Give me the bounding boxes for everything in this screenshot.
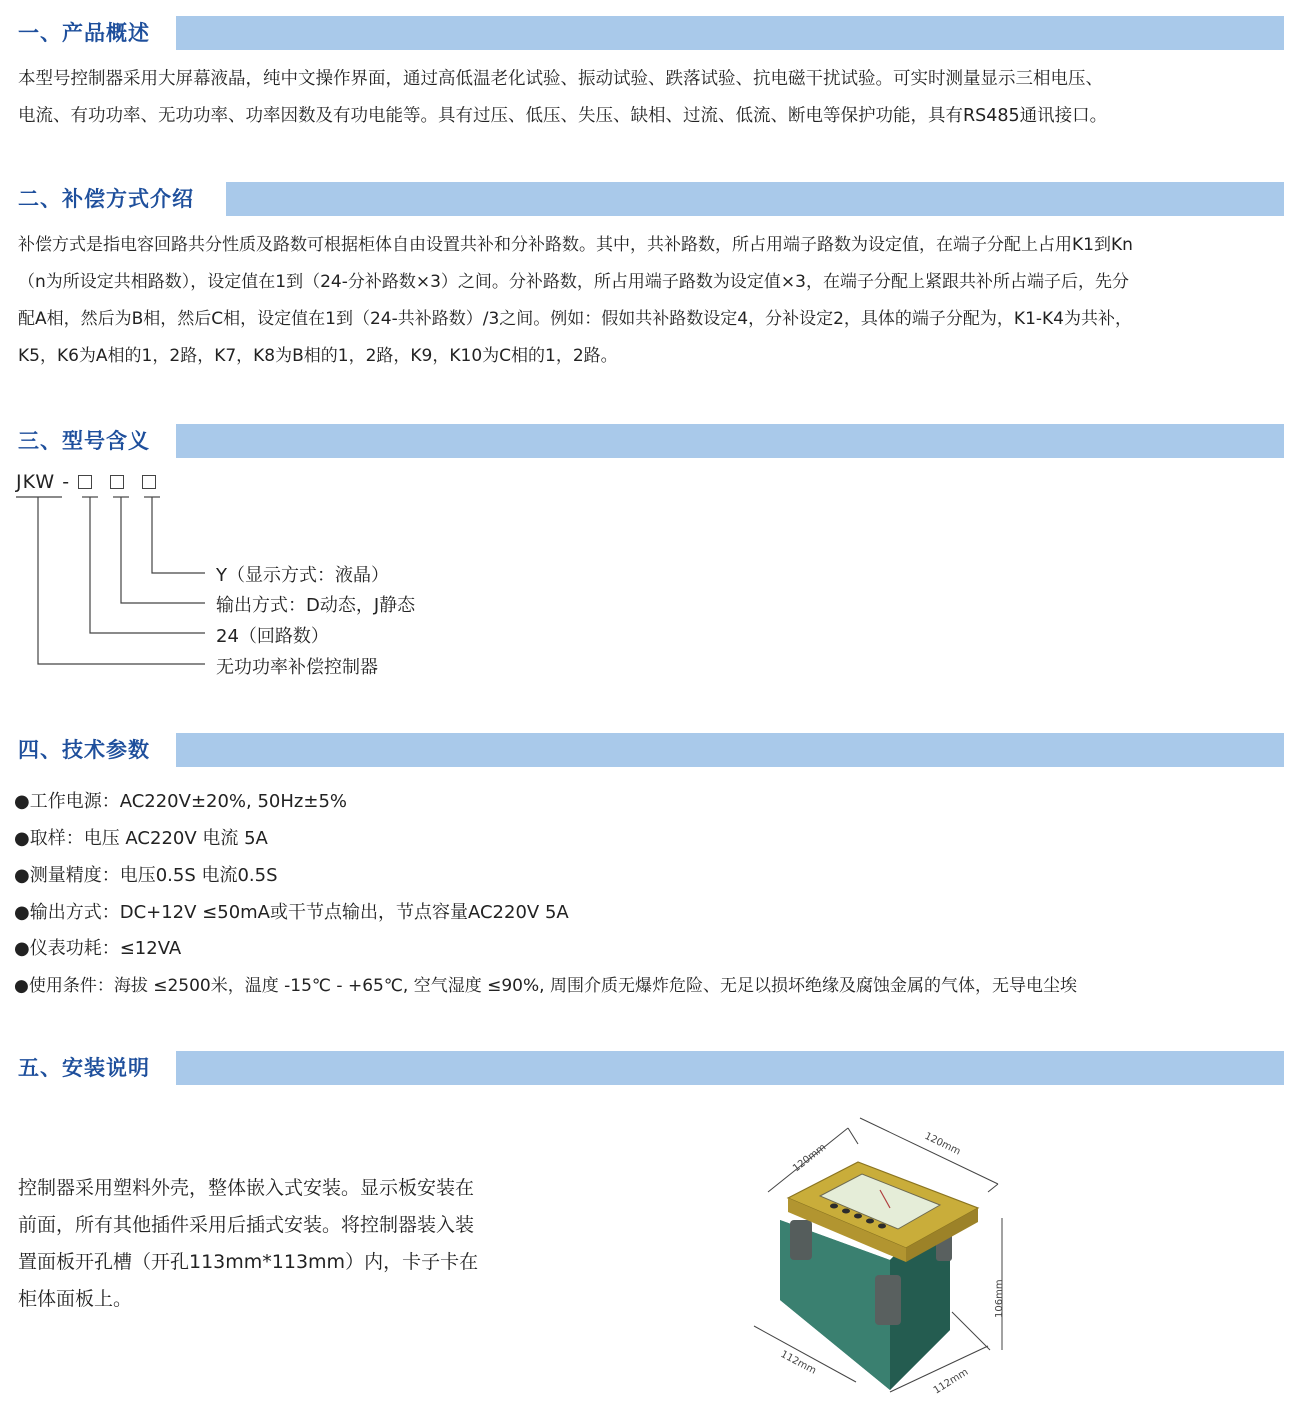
section-heading-model (0, 424, 1300, 458)
section-title: 一、产品概述 (18, 21, 150, 45)
section-title: 四、技术参数 (18, 738, 150, 762)
section-heading-compensation (0, 182, 1300, 216)
install-line: 前面，所有其他插件采用后插式安装。将控制器装入装 (18, 1214, 475, 1236)
clip-left (790, 1220, 812, 1260)
section-title: 二、补偿方式介绍 (18, 187, 194, 211)
section-bar (176, 424, 1284, 458)
compensation-paragraph (18, 227, 1133, 375)
install-line: 控制器采用塑料外壳，整体嵌入式安装。显示板安装在 (18, 1177, 475, 1199)
dim-bottom-right: 112mm (931, 1366, 971, 1397)
section-heading-overview (0, 16, 1300, 50)
install-line: 柜体面板上。 (18, 1288, 133, 1310)
section-heading-specs (0, 733, 1300, 767)
controller-illustration (740, 1100, 1040, 1420)
model-prefix: JKW - (16, 471, 71, 493)
bracket-line-circuits (90, 497, 205, 633)
overview-paragraph (18, 61, 1107, 135)
compensation-line: 补偿方式是指电容回路共分性质及路数可根据柜体自由设置共补和分补路数。其中，共补路数，所占用端子路数为设定值，在端子分配上占用K1到Kn (18, 235, 1133, 255)
dim-top-right: 120mm (922, 1130, 963, 1158)
spec-item-sampling: ●取样：电压 AC220V 电流 5A (14, 828, 268, 849)
install-line: 置面板开孔槽（开孔113mm*113mm）内，卡子卡在 (18, 1251, 479, 1273)
section-bar (176, 16, 1284, 50)
spec-item-power-supply: ●工作电源：AC220V±20%, 50Hz±5% (14, 791, 347, 812)
overview-line: 电流、有功功率、无功功率、功率因数及有功电能等。具有过压、低压、失压、缺相、过流、低流、断电等保护功能，具有RS485通讯接口。 (18, 106, 1108, 126)
model-box (110, 475, 124, 489)
section-bar (226, 182, 1284, 216)
bracket-line-display (152, 497, 205, 573)
clip-front (875, 1275, 901, 1325)
bracket-line-output (121, 497, 205, 603)
dim-top-left: 120mm (791, 1141, 829, 1175)
spec-item-conditions: ●使用条件：海拔 ≤2500米，温度 -15℃ - +65℃, 空气湿度 ≤90%, 周围介质无爆炸危险、无足以损坏绝缘及腐蚀金属的气体，无导电尘埃 (14, 976, 1077, 996)
model-item-display: Y（显示方式：液晶） (216, 565, 389, 586)
section-heading-install (0, 1051, 1300, 1085)
section-bar (176, 1051, 1284, 1085)
model-box (78, 475, 92, 489)
dim-bottom-left: 112mm (778, 1348, 818, 1377)
spec-item-accuracy: ●测量精度：电压0.5S 电流0.5S (14, 865, 278, 886)
model-item-circuits: 24（回路数） (216, 626, 329, 647)
spec-item-consumption: ●仪表功耗：≤12VA (14, 938, 182, 959)
compensation-line: （n为所设定共相路数），设定值在1到（24-分补路数×3）之间。分补路数，所占用端子路数为设定值×3，在端子分配上紧跟共补所占端子后，先分 (18, 272, 1129, 292)
compensation-line: 配A相，然后为B相，然后C相，设定值在1到（24-共补路数）/3之间。例如：假如共补路数设定4，分补设定2，具体的端子分配为，K1-K4为共补， (18, 309, 1132, 329)
model-item-name: 无功功率补偿控制器 (216, 657, 378, 678)
install-paragraph (18, 1170, 538, 1318)
overview-line: 本型号控制器采用大屏幕液晶，纯中文操作界面，通过高低温老化试验、振动试验、跌落试验、抗电磁干扰试验。可实时测量显示三相电压、 (18, 69, 1103, 89)
model-box (142, 475, 156, 489)
section-title: 五、安装说明 (18, 1056, 150, 1080)
compensation-line: K5，K6为A相的1，2路，K7，K8为B相的1，2路，K9，K10为C相的1，2路。 (18, 346, 618, 366)
spec-item-output: ●输出方式：DC+12V ≤50mA或干节点输出，节点容量AC220V 5A (14, 902, 569, 923)
model-bracket-lines (0, 490, 220, 680)
dim-height: 106mm (994, 1279, 1005, 1318)
section-title: 三、型号含义 (18, 429, 150, 453)
section-bar (176, 733, 1284, 767)
model-item-output: 输出方式：D动态，J静态 (216, 595, 416, 616)
